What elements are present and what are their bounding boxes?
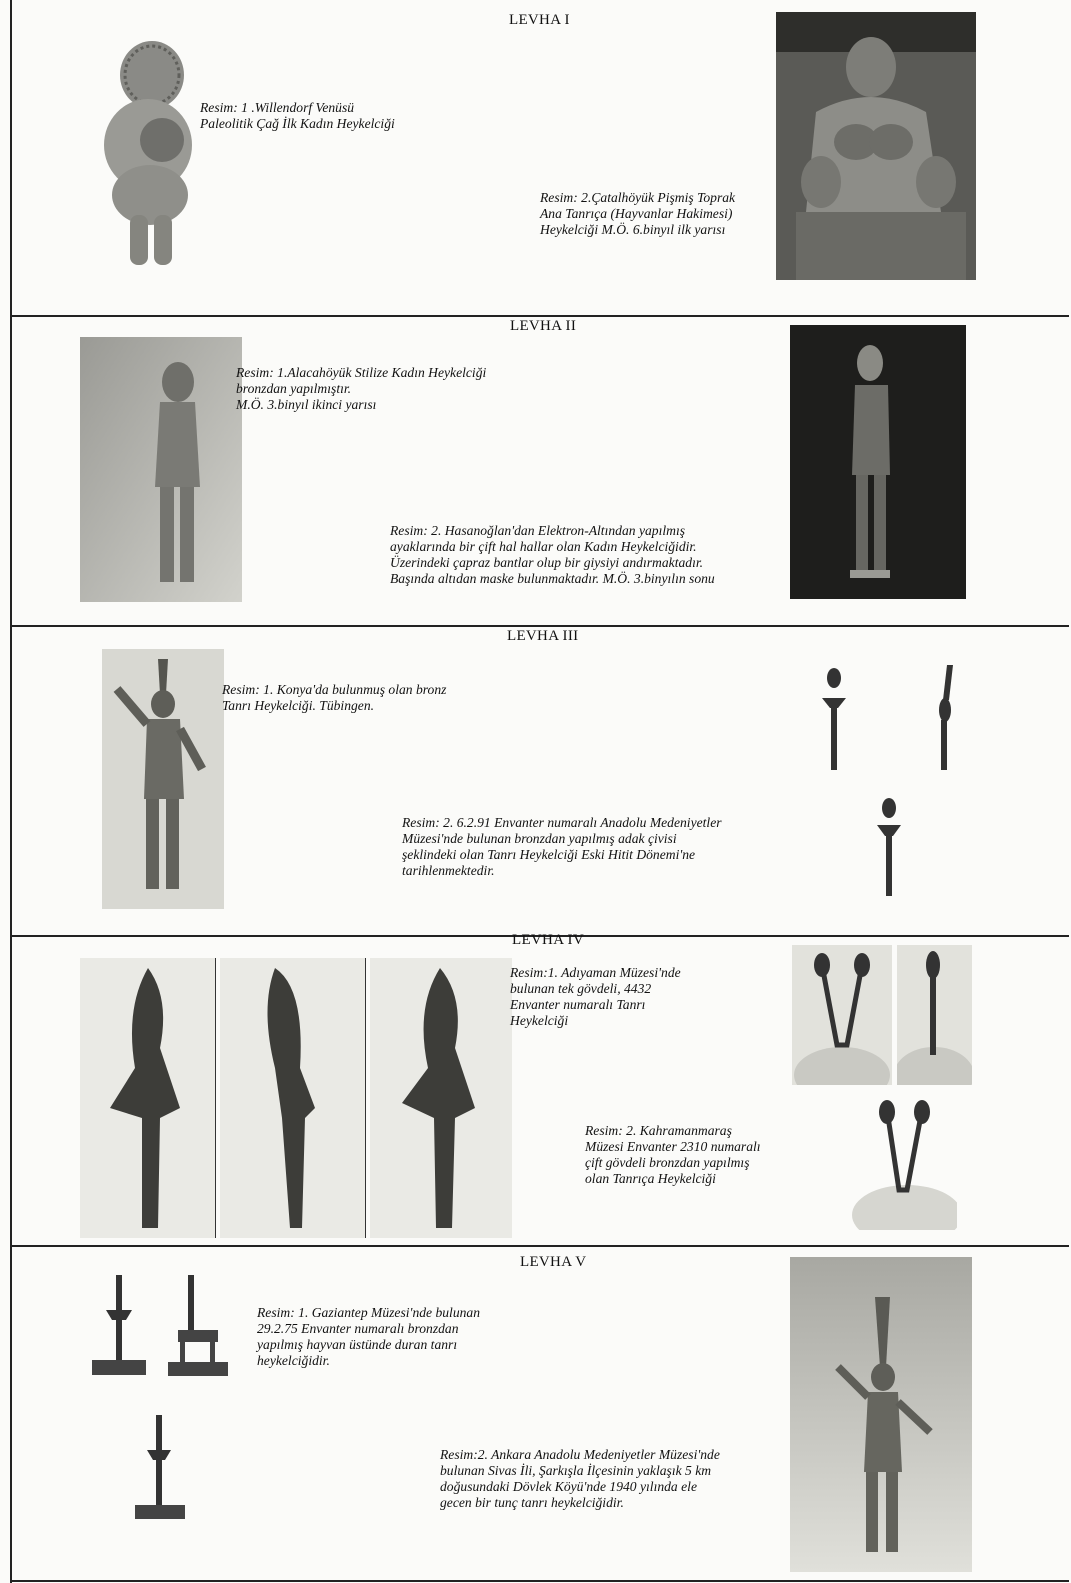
caption-ankara-dovlek (440, 1447, 720, 1511)
adiyaman-figurine-photo-side (220, 958, 366, 1238)
caption-line: Resim: 1.Alacahöyük Stilize Kadın Heykelciği (236, 365, 487, 380)
plate-5 (12, 1245, 1069, 1582)
caption-line: yapılmış hayvan üstünde duran tanrı (257, 1337, 458, 1352)
caption-line: Resim: 1. Konya'da bulunmuş olan bronz (222, 682, 447, 697)
plate-title: LEVHA IV (512, 932, 584, 948)
willendorf-venus-photo (90, 35, 208, 275)
votive-nail-photo-side (925, 660, 965, 775)
kahramanmaras-figurine-photo-side (897, 945, 972, 1085)
dovlek-bronze-god-photo (790, 1257, 972, 1572)
votive-nail-photo-front (812, 660, 857, 775)
caption-line: Resim: 1 .Willendorf Venüsü (200, 100, 355, 115)
caption-alacahoyuk (236, 365, 486, 413)
caption-line: M.Ö. 3.binyıl ikinci yarısı (236, 397, 377, 412)
caption-catalhoyuk (540, 190, 735, 238)
caption-line: doğusundaki Dövlek Köyü'nde 1940 yılında ele (440, 1479, 697, 1494)
caption-hasanoglan (390, 523, 715, 587)
caption-line: bulunan tek gövdeli, 4432 (510, 981, 652, 996)
caption-line: Heykelciği M.Ö. 6.binyıl ilk yarısı (540, 222, 726, 237)
caption-kahramanmaras (585, 1123, 761, 1187)
caption-line: Başında altıdan maske bulunmaktadır. M.Ö. 3.binyılın sonu (390, 571, 715, 586)
plate-title: LEVHA II (510, 318, 577, 334)
caption-line: Üzerindeki çapraz bantlar olup bir giysiyi andırmaktadır. (390, 555, 704, 570)
caption-line: Ana Tanrıça (Hayvanlar Hakimesi) (540, 206, 733, 221)
plate-2 (12, 315, 1069, 627)
caption-line: gecen bir tunç tanrı heykelciğidir. (440, 1495, 624, 1510)
catalhoyuk-mother-goddess-photo (776, 12, 976, 280)
plate-title: LEVHA V (520, 1254, 587, 1270)
adiyaman-figurine-photo-front (80, 958, 216, 1238)
konya-bronze-god-photo (102, 649, 224, 909)
adiyaman-figurine-photo-back (370, 958, 512, 1238)
caption-line: Resim: 2.Çatalhöyük Pişmiş Toprak (540, 190, 736, 205)
caption-line: çift gövdeli bronzdan yapılmış (585, 1155, 750, 1170)
gaziantep-figurine-photo-3 (127, 1410, 192, 1525)
caption-line: Müzesi Envanter 2310 numaralı (585, 1139, 761, 1154)
caption-line: Müzesi'nde bulunan bronzdan yapılmış adak çivisi (402, 831, 677, 846)
plate-1 (12, 0, 1069, 317)
alacahoyuk-figurine-photo (80, 337, 242, 602)
plates-page (10, 0, 1069, 1583)
caption-line: Heykelciği (510, 1013, 569, 1028)
gaziantep-figurine-photo-2 (160, 1270, 235, 1380)
caption-line: bulunan Sivas İli, Şarkışla İlçesinin yaklaşık 5 km (440, 1463, 712, 1478)
caption-gaziantep (257, 1305, 480, 1369)
caption-line: olan Tanrıça Heykelciği (585, 1171, 716, 1186)
caption-line: Resim: 2. Hasanoğlan'dan Elektron-Altından yapılmış (390, 523, 686, 538)
plate-title: LEVHA I (509, 12, 570, 28)
caption-line: Resim: 2. Kahramanmaraş (585, 1123, 732, 1138)
caption-adiyaman (510, 965, 681, 1029)
caption-line: ayaklarında bir çift hal hallar olan Kadın Heykelciğidir. (390, 539, 697, 554)
plate-4 (12, 932, 1069, 1247)
plate-3 (12, 625, 1069, 937)
caption-line: bronzdan yapılmıştır. (236, 381, 352, 396)
caption-line: tarihlenmektedir. (402, 863, 495, 878)
plate-title: LEVHA III (507, 628, 579, 644)
caption-line: Envanter numaralı Tanrı (510, 997, 646, 1012)
caption-line: Resim:2. Ankara Anadolu Medeniyetler Müzesi'nde (440, 1447, 720, 1462)
caption-willendorf (200, 100, 395, 132)
kahramanmaras-figurine-photo-front (792, 945, 892, 1085)
caption-line: Tanrı Heykelciği. Tübingen. (222, 698, 375, 713)
caption-line: Resim: 2. 6.2.91 Envanter numaralı Anadolu Medeniyetler (402, 815, 722, 830)
caption-line: 29.2.75 Envanter numaralı bronzdan (257, 1321, 459, 1336)
hasanoglan-figurine-photo (790, 325, 966, 599)
caption-konya (222, 682, 446, 714)
kahramanmaras-figurine-photo-back (847, 1090, 957, 1230)
caption-line: heykelciğidir. (257, 1353, 330, 1368)
votive-nail-photo-back (867, 790, 912, 900)
caption-line: Resim:1. Adıyaman Müzesi'nde (510, 965, 681, 980)
caption-line: şeklindeki olan Tanrı Heykelciği Eski Hitit Dönemi'ne (402, 847, 696, 862)
caption-adak-civisi (402, 815, 722, 879)
gaziantep-figurine-photo-1 (84, 1270, 154, 1380)
caption-line: Resim: 1. Gaziantep Müzesi'nde bulunan (257, 1305, 481, 1320)
caption-line: Paleolitik Çağ İlk Kadın Heykelciği (200, 116, 395, 131)
